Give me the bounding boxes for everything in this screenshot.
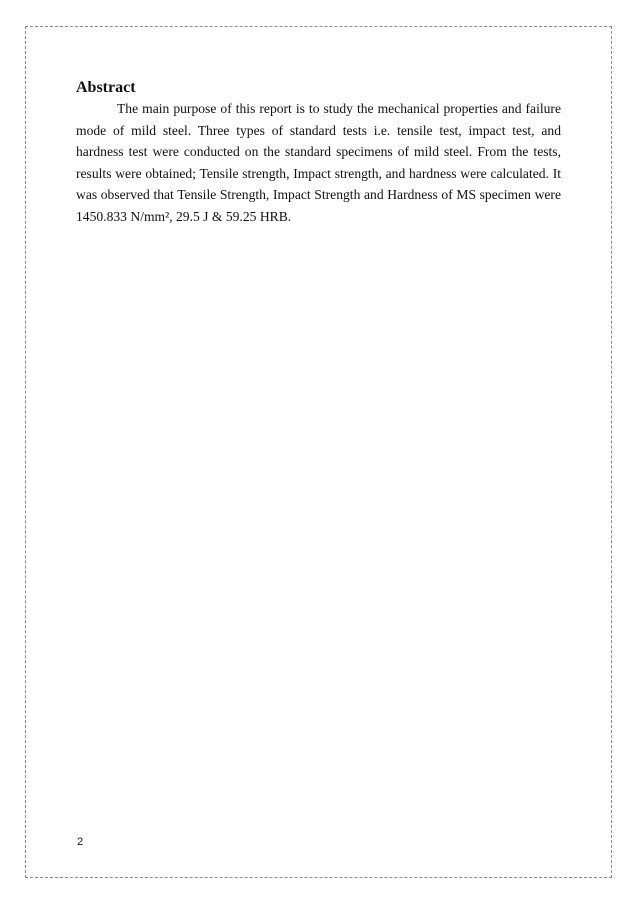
abstract-section <box>76 78 561 227</box>
abstract-body: The main purpose of this report is to study the mechanical properties and failure mode of mild steel. Three types of standard tests i.e. tensile test, impact test, and hardness test were conducted on the standard specimens of mild steel. From the tests, results were obtained; Tensile strength, Impact strength, and hardness were calculated. It was observed that Tensile Strength, Impact Strength and Hardness of MS specimen were 1450.833 N/mm², 29.5 J & 59.25 HRB. <box>76 101 561 224</box>
abstract-heading: Abstract <box>76 79 136 96</box>
page-number: 2 <box>77 836 84 848</box>
